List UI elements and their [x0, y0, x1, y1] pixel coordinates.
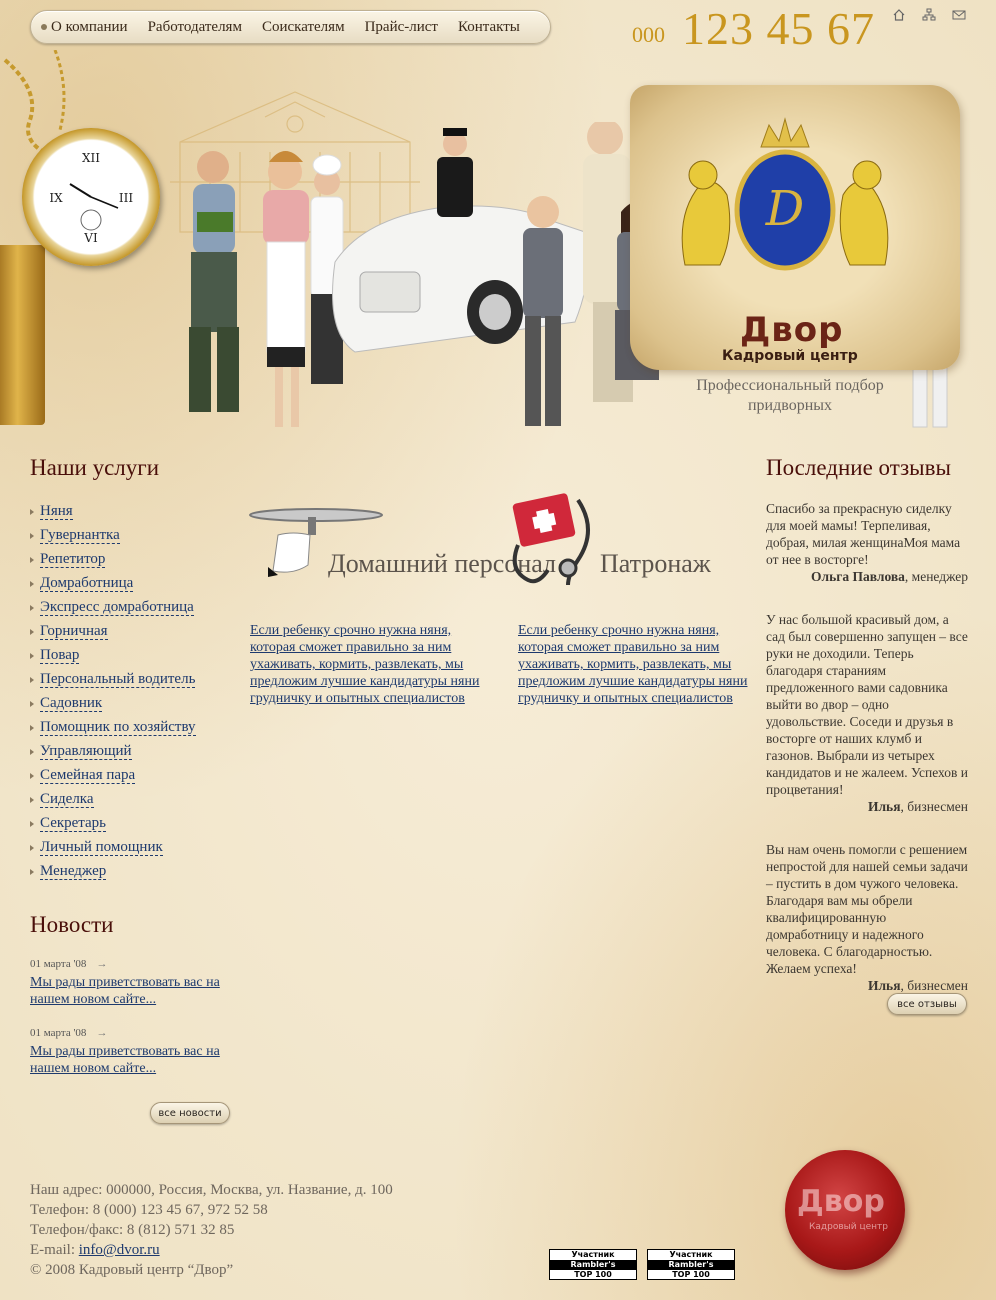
counter-line1: Участник: [571, 1250, 615, 1259]
medical-kit-icon: [508, 490, 598, 610]
reviews-heading: Последние отзывы: [766, 455, 951, 480]
svg-text:IX: IX: [49, 191, 63, 205]
service-link[interactable]: Повар: [40, 647, 80, 663]
phone-number: 123 45 67: [682, 3, 875, 54]
wax-seal-logo: [785, 1150, 905, 1270]
service-link[interactable]: Горничная: [40, 623, 108, 639]
arrow-bullet-icon: [30, 677, 34, 683]
footer-email-row: [30, 1240, 393, 1260]
review-item: [766, 500, 968, 585]
seal-title: Двор: [797, 1184, 885, 1219]
review-text: Спасибо за прекрасную сиделку для моей мамы! Терпеливая, добрая, милая женщинаМоя мама от нее в восторге!: [766, 501, 961, 567]
nav-bullet-icon: [41, 24, 47, 30]
service-item: [30, 644, 196, 668]
promo-title-patronage: Патронаж: [600, 549, 711, 578]
mail-icon[interactable]: [952, 8, 966, 22]
arrow-bullet-icon: [30, 821, 34, 827]
arrow-bullet-icon: [30, 605, 34, 611]
reviews-list: [766, 500, 968, 1012]
service-item: [30, 860, 196, 884]
top-icons: [892, 8, 966, 22]
arrow-bullet-icon: [30, 653, 34, 659]
arrow-bullet-icon: [30, 509, 34, 515]
review-author-name: Илья: [867, 978, 901, 993]
svg-text:XII: XII: [81, 151, 101, 165]
counter-line2: Rambler's: [550, 1260, 636, 1270]
counter-line1: Участник: [669, 1250, 713, 1259]
rambler-counter[interactable]: [549, 1249, 637, 1280]
service-item: [30, 716, 196, 740]
arrow-right-icon: →: [96, 958, 108, 970]
service-link[interactable]: Секретарь: [40, 815, 107, 831]
home-icon[interactable]: [892, 8, 906, 22]
service-link[interactable]: Гувернантка: [40, 527, 120, 543]
logo-subtitle: Кадровый центр: [722, 348, 858, 364]
service-link[interactable]: Экспресс домработница: [40, 599, 194, 615]
news-date-row: [30, 1027, 230, 1039]
review-author-role: , менеджер: [904, 569, 968, 584]
news-heading: Новости: [30, 912, 114, 937]
arrow-bullet-icon: [30, 773, 34, 779]
service-link[interactable]: Персональный водитель: [40, 671, 196, 687]
arrow-right-icon: →: [96, 1027, 108, 1039]
review-author: [766, 568, 968, 585]
footer-email-label: E-mail:: [30, 1242, 79, 1258]
news-date: 01 марта '08: [30, 958, 87, 970]
arrow-bullet-icon: [30, 797, 34, 803]
service-link[interactable]: Домработница: [40, 575, 134, 591]
arrow-bullet-icon: [30, 869, 34, 875]
pocket-watch-illustration: [22, 128, 160, 266]
service-link[interactable]: Репетитор: [40, 551, 106, 567]
service-link[interactable]: Няня: [40, 503, 73, 519]
arrow-bullet-icon: [30, 725, 34, 731]
news-item: [30, 1027, 230, 1077]
news-link[interactable]: Мы рады приветствовать вас на нашем новом сайте...: [30, 1044, 220, 1076]
service-item: [30, 572, 196, 596]
phone-code: 000: [632, 22, 665, 47]
review-author-role: , бизнесмен: [900, 799, 968, 814]
arrow-bullet-icon: [30, 701, 34, 707]
service-item: [30, 740, 196, 764]
coat-of-arms-icon: [665, 115, 905, 285]
seal-subtitle: Кадровый центр: [809, 1222, 888, 1232]
footer-phone: Телефон: 8 (000) 123 45 67, 972 52 58: [30, 1202, 268, 1218]
arrow-bullet-icon: [30, 533, 34, 539]
review-author-name: Ольга Павлова: [811, 569, 905, 584]
svg-text:VI: VI: [84, 231, 98, 245]
all-reviews-button[interactable]: все отзывы: [887, 993, 967, 1015]
service-item: [30, 524, 196, 548]
svg-text:III: III: [118, 191, 134, 205]
logo-letter: D: [765, 181, 805, 237]
services-heading: Наши услуги: [30, 455, 160, 480]
arrow-bullet-icon: [30, 845, 34, 851]
arrow-bullet-icon: [30, 749, 34, 755]
nav-item-pricelist[interactable]: Прайс-лист: [364, 18, 438, 35]
service-item: [30, 620, 196, 644]
service-item: [30, 668, 196, 692]
promo-text-patronage[interactable]: Если ребенку срочно нужна няня, которая сможет правильно за ним ухаживать, кормить, развлекать, мы предложим лучшие кандидатуры няни грудничку и опытных специалистов: [518, 623, 748, 706]
service-item: [30, 788, 196, 812]
news-item: [30, 958, 230, 1008]
review-author-role: , бизнесмен: [900, 978, 968, 993]
review-item: [766, 841, 968, 994]
service-link[interactable]: Садовник: [40, 695, 103, 711]
review-text: У нас большой красивый дом, а сад был совершенно запущен – все руки не доходили. Теперь благодаря стараниям предложенного вами садовника выйти во двор – одно удовольствие. Соседи и друзья в восторге от наших клумб и газонов. Выбрали из четырех кандидатов и не жалеем. Успехов и процветания!: [766, 612, 968, 797]
counter-line3: TOP 100: [672, 1270, 710, 1279]
review-text: Вы нам очень помогли с решением непростой для нашей семьи задачи – пустить в дом чужого человека. Благодаря вам мы обрели квалифицированную домработницу и надежного человека. С благодарностью. Желаем успеха!: [766, 842, 968, 976]
promo-title-home-staff: Домашний персонал: [328, 549, 556, 578]
service-item: [30, 764, 196, 788]
footer: [30, 1180, 393, 1280]
promo-text-home-staff[interactable]: Если ребенку срочно нужна няня, которая сможет правильно за ним ухаживать, кормить, развлекать, мы предложим лучшие кандидатуры няни грудничку и опытных специалистов: [250, 623, 480, 706]
footer-address: Наш адрес: 000000, Россия, Москва, ул. Название, д. 100: [30, 1182, 393, 1198]
service-link[interactable]: Помощник по хозяйству: [40, 719, 196, 735]
service-link[interactable]: Сиделка: [40, 791, 94, 807]
service-link[interactable]: Личный помощник: [40, 839, 163, 855]
gold-frame-illustration: [0, 245, 45, 425]
nav-item-candidates[interactable]: Соискателям: [261, 18, 345, 35]
footer-email-link[interactable]: info@dvor.ru: [78, 1242, 160, 1258]
review-item: [766, 611, 968, 815]
footer-fax: Телефон/факс: 8 (812) 571 32 85: [30, 1222, 235, 1238]
top-nav: [30, 10, 551, 44]
logo-title: Двор: [740, 310, 844, 350]
service-link[interactable]: Менеджер: [40, 863, 107, 879]
service-item: [30, 500, 196, 524]
sitemap-icon[interactable]: [922, 8, 936, 22]
service-item: [30, 596, 196, 620]
service-item: [30, 548, 196, 572]
footer-copyright: © 2008 Кадровый центр “Двор”: [30, 1262, 234, 1278]
service-item: [30, 812, 196, 836]
service-link[interactable]: Управляющий: [40, 743, 132, 759]
service-item: [30, 836, 196, 860]
arrow-bullet-icon: [30, 629, 34, 635]
all-news-button[interactable]: все новости: [150, 1102, 230, 1124]
nav-item-contacts[interactable]: Контакты: [457, 18, 520, 35]
news-date-row: [30, 958, 230, 970]
arrow-bullet-icon: [30, 581, 34, 587]
review-author: [766, 798, 968, 815]
tagline: Профессиональный подбор придворных: [696, 377, 884, 414]
review-author-name: Илья: [867, 799, 901, 814]
nav-item-employers[interactable]: Работодателям: [147, 18, 242, 35]
news-date: 01 марта '08: [30, 1027, 87, 1039]
review-author: [766, 977, 968, 994]
counter-line2: Rambler's: [648, 1260, 734, 1270]
services-list: [30, 500, 196, 884]
arrow-bullet-icon: [30, 557, 34, 563]
counter-line3: TOP 100: [574, 1270, 612, 1279]
service-item: [30, 692, 196, 716]
rambler-counter[interactable]: [647, 1249, 735, 1280]
service-link[interactable]: Семейная пара: [40, 767, 136, 783]
news-link[interactable]: Мы рады приветствовать вас на нашем новом сайте...: [30, 975, 220, 1007]
hero-banner: [0, 50, 996, 445]
nav-item-about[interactable]: О компании: [51, 18, 128, 35]
